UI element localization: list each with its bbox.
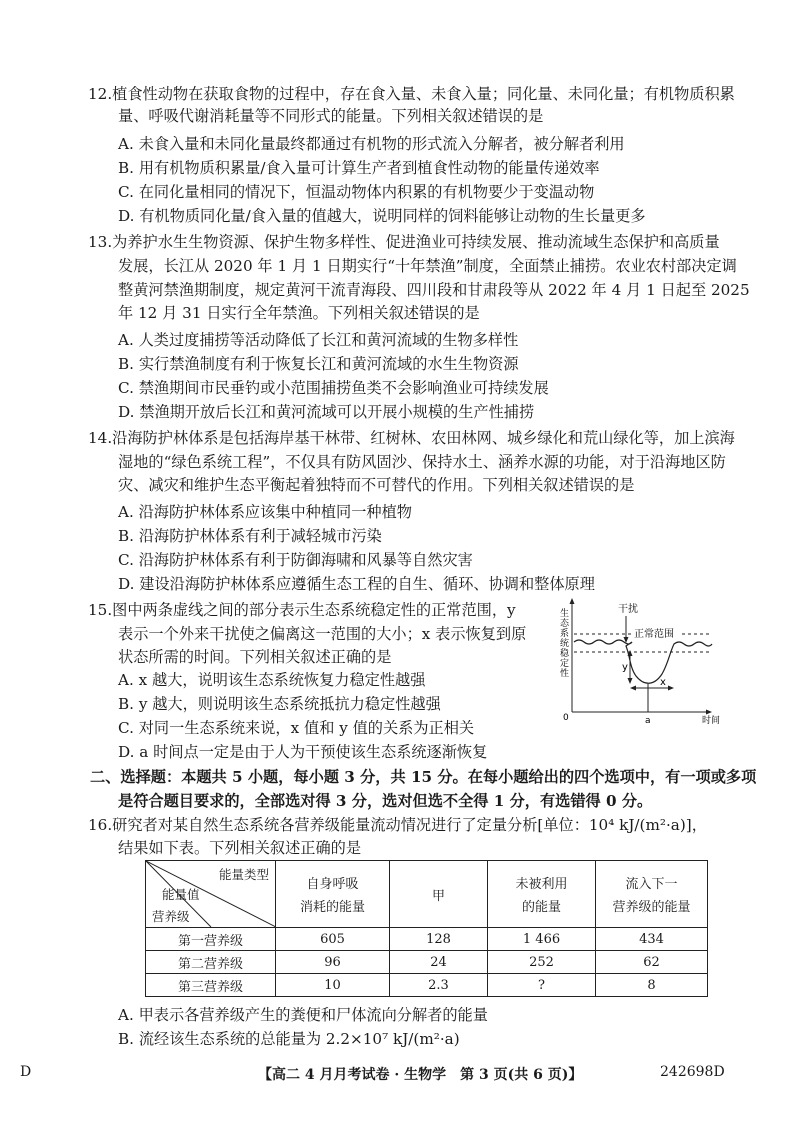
graph-origin-label: 0 bbox=[563, 713, 569, 723]
q12-option-a: A. 未食入量和未同化量最终都通过有机物的形式流入分解者，被分解者利用 bbox=[118, 135, 625, 153]
table-row bbox=[146, 928, 708, 951]
graph-ylabel-4: 统 bbox=[560, 639, 570, 649]
q16-stem-line-2: 结果如下表。下列相关叙述正确的是 bbox=[118, 839, 361, 857]
q15-option-c: C. 对同一生态系统来说，x 值和 y 值的关系为正相关 bbox=[118, 719, 475, 737]
table-cell: 1 466 bbox=[488, 928, 596, 951]
table-cell-level: 第一营养级 bbox=[146, 928, 276, 951]
table-cell: 252 bbox=[488, 951, 596, 974]
table-cell: 24 bbox=[390, 951, 488, 974]
table-header-jia: 甲 bbox=[390, 861, 488, 928]
table-cell: 10 bbox=[276, 974, 390, 997]
q12-stem-line-2: 量、呼吸代谢消耗量等不同形式的能量。下列相关叙述错误的是 bbox=[118, 107, 544, 125]
footer-right-code: 242698D bbox=[660, 1064, 725, 1080]
table-cell: 434 bbox=[596, 928, 708, 951]
graph-ylabel-6: 定 bbox=[560, 659, 570, 669]
table-cell: 96 bbox=[276, 951, 390, 974]
q15-option-a: A. x 越大，说明该生态系统恢复力稳定性越强 bbox=[118, 671, 426, 689]
q13-stem-line-2: 发展，长江从 2020 年 1 月 1 日期实行“十年禁渔”制度，全面禁止捕捞。农业农村部决定调 bbox=[118, 257, 737, 275]
q14-option-a: A. 沿海防护林体系应该集中种植同一种植物 bbox=[118, 503, 412, 521]
graph-ylabel-5: 稳 bbox=[560, 649, 570, 659]
table-header-row bbox=[146, 861, 708, 928]
q14-stem-line-1: 14.沿海防护林体系是包括海岸基干林带、红树林、农田林网、城乡绿化和荒山绿化等，加上滨海 bbox=[88, 429, 735, 447]
table-cell: 62 bbox=[596, 951, 708, 974]
graph-x-axis-arrow bbox=[706, 710, 712, 715]
graph-y-measure-bottom bbox=[628, 678, 633, 684]
table-row bbox=[146, 974, 708, 997]
q14-stem-line-3: 灾、减灾和维护生态平衡起着独特而不可替代的作用。下列相关叙述错误的是 bbox=[118, 476, 635, 494]
table-header-respiration: 自身呼吸 消耗的能量 bbox=[276, 861, 390, 928]
footer-center-title: 【高二 4 月月考试卷 · 生物学 第 3 页(共 6 页)】 bbox=[258, 1067, 583, 1083]
q13-option-d: D. 禁渔期开放后长江和黄河流域可以开展小规模的生产性捕捞 bbox=[118, 403, 535, 421]
corner-energy-type: 能量类型 bbox=[218, 867, 269, 882]
table-header-unused: 未被利用 的能量 bbox=[488, 861, 596, 928]
q12-option-d: D. 有机物质同化量/食入量的值越大，说明同样的饲料能够让动物的生长量更多 bbox=[118, 207, 646, 225]
q14-option-c: C. 沿海防护林体系有利于防御海啸和风暴等自然灾害 bbox=[118, 551, 473, 569]
table-cell: ? bbox=[488, 974, 596, 997]
q14-option-b: B. 沿海防护林体系有利于减轻城市污染 bbox=[118, 527, 382, 545]
table-cell-level: 第三营养级 bbox=[146, 974, 276, 997]
graph-xlabel: 时间 bbox=[702, 716, 721, 726]
table-corner-cell bbox=[146, 861, 276, 928]
graph-ylabel-7: 性 bbox=[560, 669, 570, 679]
q15-stem-line-1: 15.图中两条虚线之间的部分表示生态系统稳定性的正常范围，y bbox=[88, 601, 516, 619]
q13-option-a: A. 人类过度捕捞等活动降低了长江和黄河流域的生物多样性 bbox=[118, 331, 519, 349]
corner-energy-value: 能量值 bbox=[162, 887, 200, 902]
q15-option-d: D. a 时间点一定是由于人为干预使该生态系统逐渐恢复 bbox=[118, 743, 488, 761]
graph-range-label: 正常范围 bbox=[634, 629, 674, 640]
q12-option-c: C. 在同化量相同的情况下，恒温动物体内积累的有机物要少于变温动物 bbox=[118, 183, 595, 201]
table-cell: 2.3 bbox=[390, 974, 488, 997]
q13-stem-line-4: 年 12 月 31 日实行全年禁渔。下列相关叙述错误的是 bbox=[118, 304, 480, 322]
q16-option-a: A. 甲表示各营养级产生的粪便和尸体流向分解者的能量 bbox=[118, 1006, 488, 1024]
stability-graph-svg bbox=[560, 596, 730, 726]
q16-stem-line-1: 16.研究者对某自然生态系统各营养级能量流动情况进行了定量分析[单位：10⁴ kJ/(m²·a)]， bbox=[88, 816, 707, 834]
q14-option-d: D. 建设沿海防护林体系应遵循生态工程的自生、循环、协调和整体原理 bbox=[118, 575, 595, 593]
section2-line-2: 是符合题目要求的，全部选对得 3 分，选对但选不全得 1 分，有选错得 0 分。 bbox=[118, 792, 653, 810]
q13-option-c: C. 禁渔期间市民垂钓或小范围捕捞鱼类不会影响渔业可持续发展 bbox=[118, 379, 549, 397]
graph-y-label: y bbox=[622, 662, 628, 673]
q15-stem-line-2: 表示一个外来干扰使之偏离这一范围的大小；x 表示恢复到原 bbox=[118, 625, 527, 643]
q13-stem-line-3: 整黄河禁渔期制度，规定黄河干流青海段、四川段和甘肃段等从 2022 年 4 月 1 日起至 2025 bbox=[118, 281, 750, 299]
energy-table-wrap bbox=[145, 860, 707, 998]
corner-trophic-level: 营养级 bbox=[152, 909, 190, 924]
table-cell: 605 bbox=[276, 928, 390, 951]
graph-disturb-label: 干扰 bbox=[618, 604, 638, 615]
q16-option-b: B. 流经该生态系统的总能量为 2.2×10⁷ kJ/(m²·a) bbox=[118, 1030, 460, 1048]
table-cell: 128 bbox=[390, 928, 488, 951]
q13-stem-line-1: 13.为养护水生生物资源、保护生物多样性、促进渔业可持续发展、推动流域生态保护和高质量 bbox=[88, 233, 720, 251]
stability-graph bbox=[560, 596, 730, 726]
q12-option-b: B. 用有机物质积累量/食入量可计算生产者到植食性动物的能量传递效率 bbox=[118, 159, 600, 177]
graph-x-measure-left bbox=[630, 686, 636, 691]
q15-option-b: B. y 越大，则说明该生态系统抵抗力稳定性越强 bbox=[118, 695, 441, 713]
table-row bbox=[146, 951, 708, 974]
graph-x-measure-right bbox=[668, 686, 674, 691]
graph-ylabel-3: 系 bbox=[560, 629, 570, 639]
energy-table bbox=[145, 860, 708, 997]
q14-stem-line-2: 湿地的“绿色系统工程”，不仅具有防风固沙、保持水土、涵养水源的功能，对于沿海地区防 bbox=[118, 453, 726, 471]
graph-y-axis-arrow bbox=[570, 598, 575, 604]
q12-stem-line-1: 12.植食性动物在获取食物的过程中，存在食入量、未食入量；同化量、未同化量；有机物质积累 bbox=[88, 85, 735, 103]
table-header-next-level: 流入下一 营养级的能量 bbox=[596, 861, 708, 928]
graph-a-label: a bbox=[645, 716, 651, 726]
footer-left-code: D bbox=[20, 1064, 32, 1080]
section2-line-1: 二、选择题：本题共 5 小题，每小题 3 分，共 15 分。在每小题给出的四个选项中，有一项或多项 bbox=[90, 768, 757, 786]
table-cell: 8 bbox=[596, 974, 708, 997]
graph-curve bbox=[574, 640, 712, 683]
graph-ylabel-1: 生 bbox=[560, 609, 570, 619]
graph-x-label: x bbox=[660, 677, 666, 688]
graph-ylabel-2: 态 bbox=[560, 619, 570, 629]
q15-stem-line-3: 状态所需的时间。下列相关叙述正确的是 bbox=[118, 648, 392, 666]
table-cell-level: 第二营养级 bbox=[146, 951, 276, 974]
q13-option-b: B. 实行禁渔制度有利于恢复长江和黄河流域的水生生物资源 bbox=[118, 355, 519, 373]
